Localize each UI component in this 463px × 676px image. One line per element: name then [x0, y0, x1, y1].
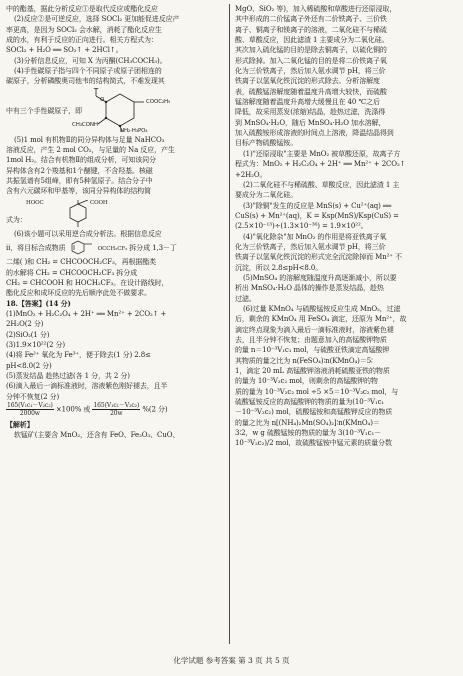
isomer-structure	[6, 198, 227, 228]
answer-line: 2H₂O(2 分)	[6, 320, 44, 329]
label-occf: OCCH₂CF₃	[97, 246, 128, 253]
text-line: －10⁻³V₂c₂) mol，硫酸锰铵和高锰酸钾反应的物质	[235, 408, 393, 417]
text-line: 化为三价铁离子，然后加入氨水调节 pH，将三价	[235, 67, 386, 76]
structure-caption: 式为：	[6, 215, 27, 224]
text-line: 10⁻³V₂c₂)/2 mol，故硫酸锰铵中锰元素的质量分数	[235, 439, 392, 448]
text-line: 的量之比为 n[(NH₄)₂Mn(SO₄)₂]∶n(KMnO₄)＝	[235, 418, 380, 427]
text-line: 酸、草酸反应，因此滤渣 1 主要成分为二氧化硅。	[235, 36, 389, 45]
text-line: 1，滴定 20 mL 高锰酸钾溶液消耗硫酸亚铁的物质	[235, 367, 390, 376]
text-line: CH₂ = CHCOOH 和 HOCH₂CF₃。在设计路线时，	[6, 278, 169, 287]
text-line: (2)反应②是可逆反应，选择 SOCl₂ 更加能促进反应产	[14, 15, 180, 24]
text-line: 的量为 10⁻³V₂c₂ mol，则剩余的高锰酸钾的物	[235, 377, 378, 386]
text-line: 铁离子以氢氧化铁沉淀的形式除去。分析溶解度	[235, 77, 380, 86]
text-line: 硫酸锰铵反应的高锰酸钾的物质的量为(10⁻³V₁c₁	[235, 398, 385, 407]
text-line: 铁离子以氢氧化铁沉淀的形式完全沉淀除掉而 Mn²⁺ 不	[235, 253, 402, 262]
text-line: 共振氢谱有5组峰，即有5种氢原子。结合分子中	[6, 177, 153, 186]
text-line: 析出 MnSO₄·H₂O 晶体的操作是蒸发结晶，趁热	[235, 284, 384, 293]
text-line: 质的量为 10⁻³V₂c₂ mol ÷5 ×5＝10⁻³V₂c₂ mol，与	[235, 387, 399, 396]
label-ch3conh: CH₃CONH	[72, 121, 98, 128]
text-line: 离子、铜离子和镁离子的溶液，二氧化硅不与稀硫	[235, 25, 387, 34]
label-cooet: COOC₂H₅	[146, 98, 171, 105]
text-line: (6)该小题可以采用逆合成分析法。根据信息反应	[14, 229, 162, 238]
text-line: 其中形成的二价锰离子外还有二价铁离子、三价铁	[235, 15, 387, 24]
answer-line: 分钟不恢复(2 分)	[6, 392, 60, 401]
answer-line: (4)将 Fe²⁺ 氧化为 Fe³⁺，便于除去(1 分) 2.8≤	[6, 351, 151, 360]
text-line: 含有六元碳环和甲基等，该同分异构体的结构简	[6, 187, 151, 196]
text-line: (3)分析信息反应，可知 X 为丙酮(CH₃COCH₃)。	[14, 56, 167, 65]
text-line: 溶液反应，产生 2 mol CO₂，与足量的 Na 反应，产生	[6, 146, 175, 155]
text-line: 率更高，是因为 SOCl₂ 会水解，消耗了酯化反应生	[6, 25, 162, 34]
answer-line: (3)1.9×10²²(2 分)	[6, 340, 65, 349]
text-line: 软锰矿(主要含 MnO₂，还含有 FeO、Fe₂O₃、CuO、	[14, 431, 180, 440]
text-line: 酯化反应和成环反应的先后顺序此处不做要求。	[6, 289, 151, 298]
text-line: 表，硫酸锰溶解度随着温度升高增大较快，而硫酸	[235, 87, 387, 96]
text-line: 程式为：MnO₂ + H₂C₂O₄ + 2H⁺ ══ Mn²⁺ + 2CO₂↑	[235, 160, 406, 169]
label-nh2: NH₂·H₃PO₄	[120, 127, 148, 134]
text-line: (4)"氧化除杂"加 MnO₂ 的作用是将亚铁离子氧	[243, 232, 387, 241]
text-line: 中的酯基，据此分析反应①是取代反应或酯化反应	[6, 5, 158, 13]
analysis-heading: 【解析】	[6, 419, 34, 429]
right-column	[235, 4, 456, 644]
text-line: 的水解将 CH₂ = CHCOOCH₂CF₃ 拆分成	[6, 268, 138, 277]
text-line: 去，且半分钟不恢复；由题意加入的高锰酸钾物质	[235, 336, 387, 344]
text-line: 1mol H₂。结合有机物Ⅱ的组成分析，可知该同分	[6, 156, 156, 165]
text-line: 锰溶解度随着温度升高增大缓慢且在 40 ℃之后	[235, 98, 380, 107]
answer-line: pH<8.0(2 分)	[6, 361, 52, 370]
equation-line: SOCl₂ + H₂O ══ SO₂↑ + 2HCl↑。	[6, 46, 123, 55]
answer-line: (6)滴入最后一滴标准液时，溶液紫色刚好褪去，且半	[6, 382, 168, 391]
text-line: (6)过量 KMnO₄ 与硫酸锰铵反应生成 MnO₂，过滤	[243, 304, 401, 313]
text-line: 其次加入硫化锰的目的是除去铜离子，以硫化铜的	[235, 46, 387, 55]
left-column	[6, 4, 227, 644]
text-line: 其物质的量之比为 n(FeSO₄)∶n(KMnO₄)＝5∶	[235, 356, 373, 365]
label-cooh: COOH	[90, 199, 108, 206]
text-line: 的量 n＝10⁻³V₁c₁ mol，与硫酸亚铁滴定高锰酸钾	[235, 346, 390, 355]
text-line: 二烯( )和 CH₂ = CHCOOCH₂CF₃，再根据酯类	[6, 258, 157, 267]
text-line: 要成分为二氧化硅。	[235, 191, 298, 200]
answer-heading: 18.【答案】(14 分)	[6, 298, 71, 308]
answer-line: (1)MnO₂ + H₂C₂O₄ + 2H⁺ ══ Mn²⁺ + 2CO₂↑ +	[6, 309, 167, 318]
text-line: 3∶2，w g 硫酸锰铵的物质的量为 3(10⁻³V₁c₁－	[235, 429, 382, 438]
text-line: 过滤。	[235, 294, 256, 303]
fraction: $\frac{\text{165(V₁c₁－V₂c₂)}}{2000w}$	[7, 401, 53, 417]
answer-line: (5)蒸发结晶 趁热过滤(各 1 分，共 2 分)	[6, 371, 130, 380]
text-fragment: ii，将目标合成物质	[6, 244, 66, 253]
text-line: 加入硫酸铵形成溶液的时间点上溶液，降温结晶得到	[235, 129, 394, 138]
text-line	[6, 239, 227, 257]
label-o: O	[100, 96, 105, 103]
text-line: 后，剩余的 KMnO₄ 用 FeSO₄ 滴定，还原为 Mn²⁺，故	[235, 315, 407, 324]
text-line: 沉淀，所以 2.8≤pH<8.0。	[235, 263, 323, 272]
structure-caption: 中有三个手性碳原子，即	[6, 106, 82, 115]
text-line: MgO、SiO₂ 等)，加入稀硫酸和草酸进行还原浸取，	[235, 5, 397, 13]
text-line: (2)二氧化硅不与稀硫酸、草酸反应，因此滤渣 1 主	[243, 180, 400, 189]
text-line: 成的水，有利于反应的正向进行。相关方程式为：	[6, 36, 158, 45]
answer-line: (2)SiO₂(1 分)	[6, 330, 50, 339]
text-line: (3)"除铜"发生的反应是 MnS(s) + Cu²⁺(aq) ══	[243, 201, 392, 210]
text-line: 到 MnSO₄·H₂O，随后 MnSO₄·H₂O 加水溶解，	[235, 118, 386, 127]
target-molecule-diagram	[68, 240, 96, 256]
label-hooc: HOOC	[26, 199, 44, 206]
text-line: 化为三价铁离子，然后加入氨水调节 pH，将三价	[235, 242, 386, 251]
text-line: (5)MnSO₄ 的溶解度随温度升高逐渐减小，所以要	[243, 273, 397, 282]
text-line: 形式除掉。加入二氧化锰的目的是将二价铁离子氧	[235, 56, 387, 65]
text-line: 目标产物硫酸锰铵。	[235, 139, 298, 148]
text-line: (2.5×10⁻¹³)÷(1.3×10⁻³⁶) = 1.9×10²²。	[235, 222, 368, 231]
page-footer: 化学试题 参考答案 第 3 页 共 5 页	[173, 656, 290, 665]
text-line: 滴定终点现象为滴入最后一滴标准液时，溶液紫色褪	[235, 325, 394, 334]
text-line: CuS(s) + Mn²⁺(aq)，K = Ksp(MnS)/Ksp(CuS) =	[235, 211, 399, 220]
text-line: +2H₂O。	[235, 170, 267, 179]
fraction-line: $\frac{\text{165(V₁c₁－V₂c₂)}}{2000w}$ ×100% 或 $\frac{\text{165(V₁c₁－V₂c₂)}}{20w}$ %(2 分)	[7, 401, 168, 417]
fraction: $\frac{\text{165(V₁c₁－V₂c₂)}}{20w}$	[93, 401, 140, 417]
column-divider	[229, 4, 230, 644]
text-line: 降低，故采用蒸发(浓缩)结晶，趁热过滤，洗涤得	[235, 108, 386, 117]
text-line: 异构体含有2个羧基和1个醚键，不含羟基。核磁	[6, 166, 153, 175]
text-fragment: 拆分成 1,3－丁	[129, 244, 177, 253]
oseltamivir-structure	[6, 88, 227, 134]
text-line: (1)"还原浸取"主要是 MnO₂ 被草酸还原，故离子方	[243, 149, 401, 158]
text-line: 碳原子，分析磷酸奥司他韦的结构简式，不难发现其	[6, 77, 165, 86]
text-line: (4)手性碳原子指与四个不同原子或原子团相连的	[14, 67, 162, 76]
text-line: (5)1 mol 有机物Ⅱ的同分异构体与足量 NaHCO₃	[14, 135, 165, 144]
